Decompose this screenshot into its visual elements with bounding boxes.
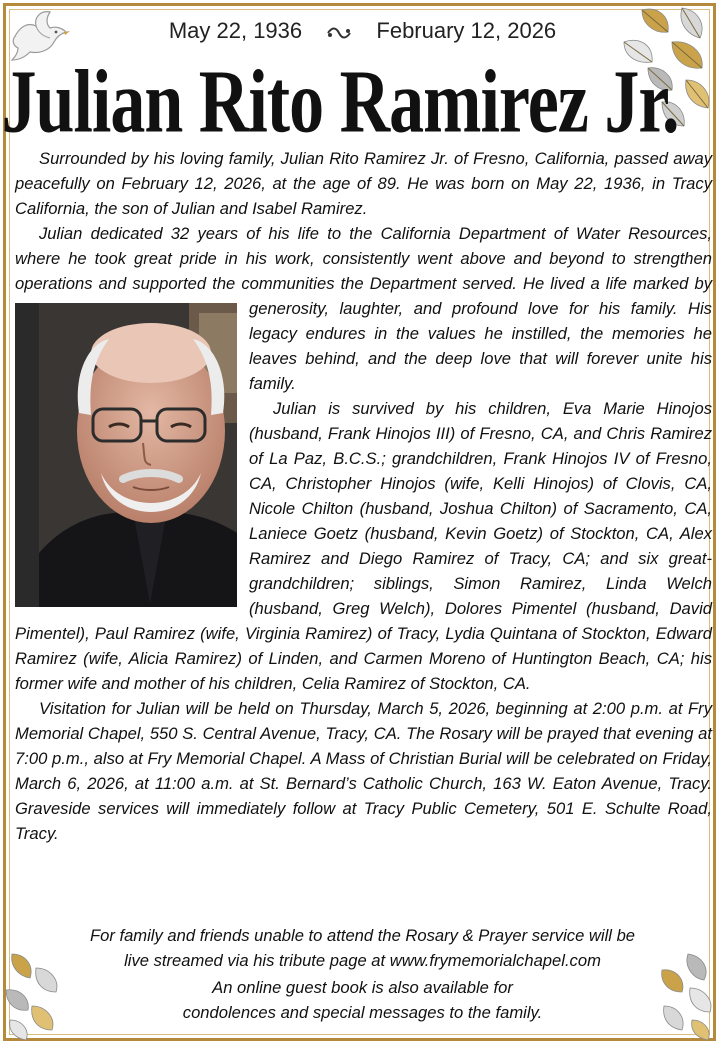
death-date: February 12, 2026 — [376, 18, 557, 43]
paragraph-career — [15, 221, 712, 396]
livestream-line-2: live streamed via his tribute page at www.frymemorialchapel.com — [124, 951, 601, 970]
birth-date: May 22, 1936 — [168, 18, 303, 43]
obituary-body — [15, 146, 712, 846]
leaf-cluster-icon — [2, 950, 66, 1042]
paragraph-survivors-text: Julian is survived by his children, Eva Marie Hinojos (husband, Frank Hinojos III) of Fresno, CA, and Chris Ramirez of La Paz, B.C.S.; grandchildren, Frank Hinojos IV of Fresno, CA, Christopher Hinojos (wife, Kelli Hinojos) of Clovis, CA, Nicole Chilton (husband, Joshua Chilton) of Sacramento, CA, Laniece Goetz (husband, Kevin Goetz) of Stockton, CA, Alex Ramirez and Diego Ramirez of Tracy, CA; and six great-grandchildren; siblings, Simon Ramirez, Linda Welch (husband, Greg Welch), Dolores Pimentel (husband, David Pimentel), Paul Ramirez (wife, Virginia Ramirez) of Tracy, Lydia Quintana of Stockton, Edward Ramirez (wife, Alicia Ramirez) of Linden, and Carmen Moreno of Huntington Beach, CA; his former wife and mother of his children, Celia Ramirez of Stockton, CA. — [15, 399, 712, 693]
paragraph-career-lead: Julian dedicated 32 years of his life to the California Department of Water Resources, where he took great pride in his work, consistently went above and beyond to strengthen operations and supported the communities the Department served. He lived a life marked by generosity, laughter, and — [15, 224, 712, 318]
livestream-line-1: For family and friends unable to attend the Rosary & Prayer service will be — [89, 926, 636, 945]
guestbook-line-2: condolences and special messages to the family. — [182, 1003, 543, 1022]
guestbook-line-1: An online guest book is also available for — [212, 978, 513, 997]
flourish-icon — [326, 21, 352, 44]
livestream-notice — [0, 923, 725, 973]
guestbook-notice — [0, 975, 725, 1025]
paragraph-career-rest: profound love for his family. His legacy endures in the values he instilled, the memories he leaves behind, and the deep love that will forever unite his family. — [249, 299, 712, 393]
leaf-cluster-icon — [654, 950, 720, 1042]
paragraph-intro: Surrounded by his loving family, Julian Rito Ramirez Jr. of Fresno, California, passed away peacefully on February 12, 2026, at the age of 89. He was born on May 22, 1936, in Tracy California, the son of Julian and Isabel Ramirez. — [15, 149, 712, 218]
deceased-name: Julian Rito Ramirez Jr. — [1, 53, 679, 152]
paragraph-services: Visitation for Julian will be held on Thursday, March 5, 2026, beginning at 2:00 p.m. at Fry Memorial Chapel, 550 S. Central Avenue, Tracy, CA. The Rosary will be prayed that evening at 7:00 p.m., also at Fry Memorial Chapel. A Mass of Christian Burial will be celebrated on Friday, March 6, 2026, at 11:00 a.m. at St. Bernard’s Catholic Church, 163 W. Eaton Avenue, Tracy. Graveside services will immediately follow at Tracy Public Cemetery, 501 E. Schulte Road, Tracy. — [15, 699, 712, 843]
portrait-photo — [15, 303, 237, 607]
